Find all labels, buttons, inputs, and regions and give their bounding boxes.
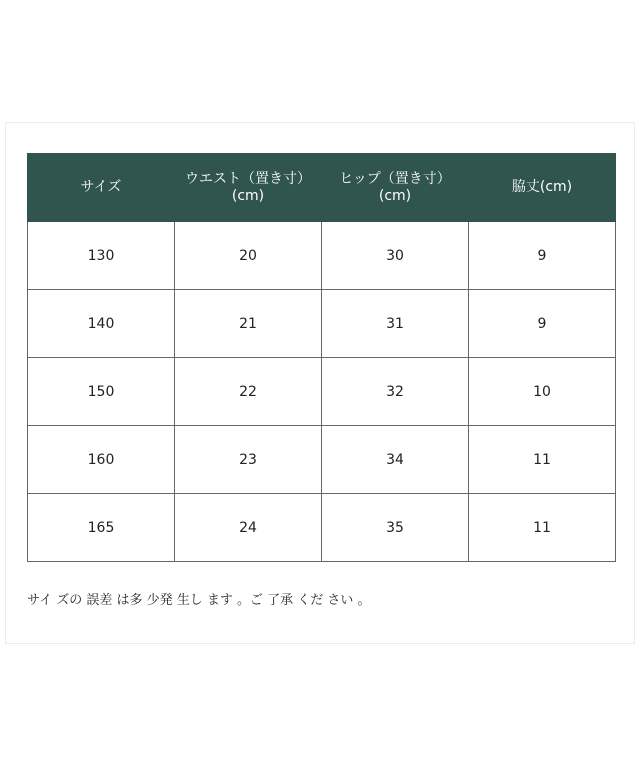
cell-side-length: 9: [469, 290, 616, 358]
cell-size: 140: [28, 290, 175, 358]
table-body: [28, 222, 616, 562]
header-side-length: 脇丈(cm): [469, 154, 616, 222]
cell-side-length: 11: [469, 426, 616, 494]
header-size: サイズ: [28, 154, 175, 222]
header-hip: ヒップ（置き寸）(cm): [322, 154, 469, 222]
table-row: [28, 290, 616, 358]
cell-size: 160: [28, 426, 175, 494]
size-chart-card: [5, 122, 635, 644]
cell-hip: 34: [322, 426, 469, 494]
cell-size: 165: [28, 494, 175, 562]
cell-side-length: 9: [469, 222, 616, 290]
cell-hip: 30: [322, 222, 469, 290]
cell-waist: 24: [175, 494, 322, 562]
size-disclaimer-note: サイ ズの 誤差 は多 少発 生し ます 。ご 了承 くだ さい 。: [27, 593, 371, 608]
cell-size: 150: [28, 358, 175, 426]
cell-waist: 20: [175, 222, 322, 290]
size-table: [27, 153, 616, 562]
header-waist: ウエスト（置き寸）(cm): [175, 154, 322, 222]
cell-waist: 21: [175, 290, 322, 358]
cell-waist: 22: [175, 358, 322, 426]
cell-hip: 31: [322, 290, 469, 358]
table-row: [28, 426, 616, 494]
table-row: [28, 358, 616, 426]
cell-side-length: 10: [469, 358, 616, 426]
table-row: [28, 222, 616, 290]
cell-size: 130: [28, 222, 175, 290]
cell-hip: 35: [322, 494, 469, 562]
cell-waist: 23: [175, 426, 322, 494]
table-header: [28, 154, 616, 222]
table-row: [28, 494, 616, 562]
cell-side-length: 11: [469, 494, 616, 562]
cell-hip: 32: [322, 358, 469, 426]
header-row: [28, 154, 616, 222]
